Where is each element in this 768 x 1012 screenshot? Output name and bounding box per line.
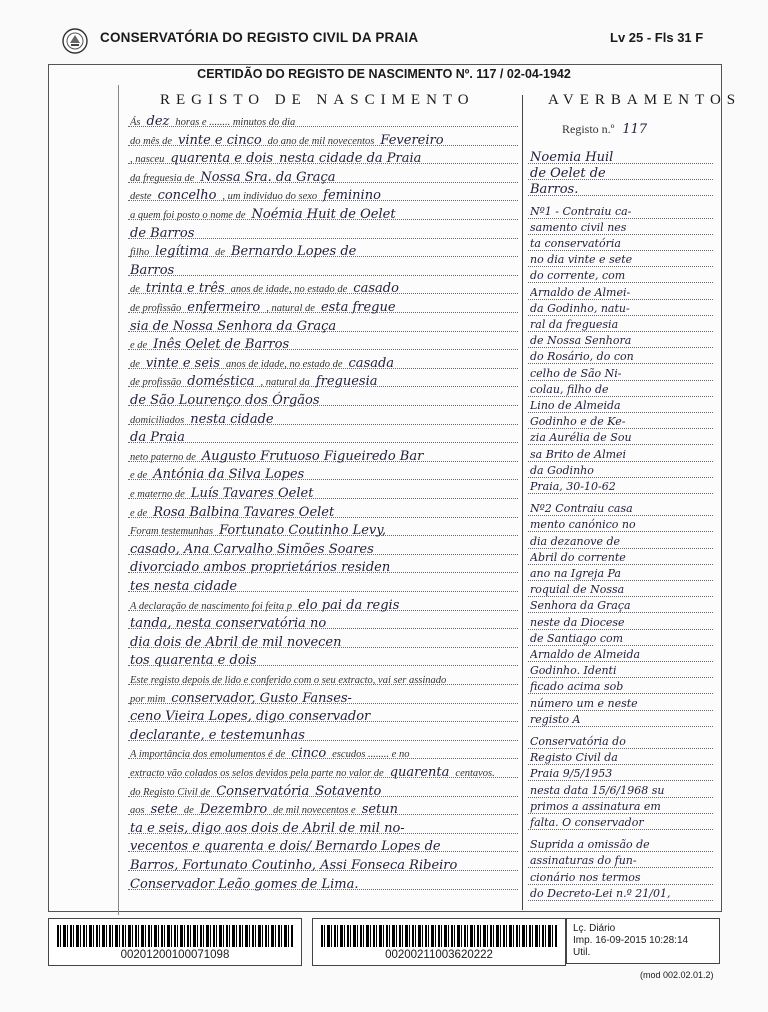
barcode-graphic (321, 925, 557, 947)
printed-label: anos de idade, no estado de (230, 284, 348, 296)
printed-label: de (215, 247, 225, 259)
averbamento-note-1-line: de Nossa Senhora (530, 334, 632, 348)
handwritten-entry: Nossa Sra. da Graça (200, 169, 336, 185)
handwritten-entry: casada (348, 355, 395, 371)
printed-label: domiciliados (130, 414, 185, 426)
ruled-line (528, 548, 713, 549)
printed-label: Este registo depois de lido e conferido com o seu extracto, vai ser assinado (130, 675, 447, 686)
ruled-line (528, 282, 713, 283)
handwritten-entry: quarenta (389, 765, 450, 780)
registo-line (130, 168, 518, 186)
handwritten-entry: tos quarenta e dois (130, 653, 257, 669)
registo-line (130, 763, 518, 781)
handwritten-entry: enfermeiro (187, 300, 261, 315)
column-divider (522, 95, 523, 910)
ruled-line (528, 218, 713, 219)
printed-label: extracto vão colados os selos devidos pela parte no valor de (130, 768, 384, 779)
barcode-graphic (57, 925, 293, 947)
registo-number-row (562, 120, 647, 138)
handwritten-entry: Rosa Balbina Tavares Oelet (153, 504, 335, 520)
handwritten-entry: vinte e seis (145, 355, 220, 371)
averbamento-note-2-line: Senhora da Graça (530, 599, 631, 613)
ruled-line (528, 444, 713, 445)
ruled-line (528, 380, 713, 381)
printed-label: por mim (130, 693, 166, 705)
printed-label: aos (130, 805, 145, 817)
printed-label: anos de idade, no estado de (225, 358, 343, 370)
handwritten-entry: dez (146, 114, 170, 129)
handwritten-entry: da Praia (130, 430, 185, 446)
registo-line (130, 354, 518, 372)
registo-line (130, 484, 518, 502)
coat-of-arms-icon (62, 28, 88, 54)
registo-line (130, 372, 518, 390)
registo-number-value: 117 (622, 122, 648, 137)
averbamento-note-2-line: ano na Igreja Pa (530, 567, 621, 580)
handwritten-entry: freguesia (315, 374, 378, 390)
ruled-line (528, 250, 713, 251)
handwritten-entry: sete (150, 802, 178, 818)
ruled-line (528, 693, 713, 694)
ruled-line (528, 266, 713, 267)
registo-line (130, 447, 518, 465)
averbamentos-heading: AVERBAMENTOS (548, 92, 742, 108)
registo-number-label: Registo n.º (562, 122, 615, 136)
printed-label: da freguesia de (130, 172, 195, 184)
averbamento-note-2-line: mento canónico no (530, 518, 636, 532)
ruled-line (528, 315, 713, 316)
printed-label: e de (130, 470, 148, 482)
handwritten-entry: Conservatória (216, 783, 310, 799)
barcode-number: 00200211003620222 (385, 949, 493, 961)
averbamento-name-line: de Oelet de (530, 166, 606, 182)
ruled-line (528, 477, 713, 478)
printed-label: , um individuo do sexo (222, 191, 318, 203)
averbamento-note-2-line: ficado acima sob (530, 680, 624, 694)
printed-label: de mil novecentos e (273, 805, 356, 817)
averbamento-note-1-line: no dia vinte e sete (530, 253, 633, 267)
handwritten-entry: tanda, nesta conservatória no (130, 616, 327, 632)
ruled-line (528, 580, 713, 581)
handwritten-entry: Sotavento (315, 783, 382, 799)
handwritten-entry: setun (361, 802, 399, 818)
averbamento-note-1-line: colau, filho de (530, 382, 609, 396)
registo-line (130, 726, 518, 744)
ruled-line (528, 710, 713, 711)
ruled-line (528, 596, 713, 597)
averbamento-note-3-line: Registo Civil da (530, 751, 618, 765)
handwritten-entry: de Barros (130, 225, 195, 241)
ruled-line (528, 884, 713, 885)
averbamento-note-1-line: zia Aurélia de Sou (530, 431, 632, 445)
printed-label: filho (130, 247, 150, 259)
handwritten-entry: casado, Ana Carvalho Simões Soares (130, 541, 374, 557)
averbamento-note-1-line: da Godinho (530, 463, 594, 477)
printed-label: deste (130, 191, 152, 203)
registo-line (130, 875, 518, 893)
registo-heading: REGISTO DE NASCIMENTO (160, 92, 475, 108)
registo-line (130, 596, 518, 614)
registo-line (130, 149, 518, 167)
registo-line (130, 317, 518, 335)
handwritten-entry: Antónia da Silva Lopes (153, 467, 305, 483)
registo-line (130, 558, 518, 576)
printed-label: , nasceu (130, 154, 165, 166)
handwritten-entry: divorciado ambos proprietários residen (130, 560, 391, 576)
handwritten-entry: quarenta e dois (170, 151, 274, 167)
averbamento-note-2-line: Godinho. Identi (530, 664, 617, 678)
averbamento-note-1-line: samento civil nes (530, 220, 627, 234)
handwritten-entry: legítima (155, 244, 210, 260)
registo-line (130, 131, 518, 149)
printed-label: do Registo Civil de (130, 786, 211, 798)
printed-label: neto paterno de (130, 451, 196, 463)
averbamento-name-line: Noemia Huil (530, 150, 614, 165)
handwritten-entry: sia de Nossa Senhora da Graça (130, 318, 337, 334)
printed-label: , natural da (260, 377, 310, 389)
ruled-line (528, 612, 713, 613)
averbamento-note-1-line: ral da freguesia (530, 318, 619, 331)
handwritten-entry: declarante, e testemunhas (130, 727, 305, 743)
handwritten-entry: ta e seis, digo aos dois de Abril de mil no- (130, 820, 405, 836)
registo-line (130, 577, 518, 595)
handwritten-entry: nesta cidade (190, 411, 274, 427)
averbamento-note-2-line: dia dezanove de (530, 534, 620, 548)
handwritten-entry: Augusto Frutuoso Figueiredo Bar (201, 448, 424, 464)
registo-line (130, 410, 518, 428)
handwritten-entry: Luís Tavares Oelet (190, 486, 314, 501)
registo-line (130, 689, 518, 707)
handwritten-entry: cinco (291, 746, 327, 762)
printed-label: do ano de mil novecentos (267, 135, 375, 147)
printed-label: Ás (130, 117, 141, 128)
barcode-panel-1 (48, 918, 302, 966)
ruled-line (528, 347, 713, 348)
ruled-line (528, 764, 713, 765)
handwritten-entry: Barros (130, 262, 175, 278)
handwritten-entry: Dezembro (199, 802, 268, 818)
handwritten-entry: Fortunato Coutinho Levy, (219, 523, 387, 539)
registo-line (130, 614, 518, 632)
ruled-line (528, 629, 713, 630)
ruled-line (528, 564, 713, 565)
registo-line (130, 242, 518, 260)
handwritten-entry: vecentos e quarenta e dois/ Bernardo Lopes de (130, 839, 441, 855)
handwritten-entry: Conservador Leão gomes de Lima. (130, 876, 359, 892)
printed-label: de (183, 805, 194, 817)
printed-label: de profissão (130, 303, 182, 314)
printed-label: Foram testemunhas (130, 526, 214, 538)
handwritten-entry: nesta cidade da Praia (279, 151, 422, 167)
registo-line (130, 856, 518, 874)
registo-line (130, 465, 518, 483)
handwritten-entry: vinte e cinco (178, 132, 262, 148)
registo-line (130, 335, 518, 353)
ruled-line (528, 234, 713, 235)
handwritten-entry: feminino (323, 188, 381, 204)
averbamento-note-2-line: Arnaldo de Almeida (530, 648, 641, 661)
ruled-line (528, 829, 713, 830)
handwritten-entry: trinta e três (145, 281, 225, 297)
averbamento-note-2-line: Nº2 Contraiu casa (530, 502, 633, 516)
ruled-line (528, 851, 713, 852)
printed-label: escudos ........ e no (332, 749, 410, 761)
averbamento-note-2-line: roquial de Nossa (530, 583, 625, 597)
averbamento-note-2-line: registo A (530, 712, 581, 726)
handwritten-entry: conservador, Gusto Fanses- (171, 690, 352, 706)
registo-line (130, 186, 518, 204)
averbamento-note-4-line: cionário nos termos (530, 870, 641, 884)
ruled-line (528, 661, 713, 662)
averbamento-note-1-line: Arnaldo de Almei- (530, 285, 631, 299)
averbamento-name-line: Barros. (530, 182, 579, 198)
averbamento-note-4-line: Suprida a omissão de (530, 838, 650, 852)
handwritten-entry: casado (353, 281, 399, 297)
printed-label: horas e ........ minutos do dia (175, 117, 296, 128)
registo-line (130, 670, 518, 688)
ruled-line (528, 780, 713, 781)
user-label: Util. (573, 947, 591, 958)
printed-label: e materno de (130, 489, 185, 500)
averbamento-note-4-line: assinaturas do fun- (530, 854, 637, 868)
ruled-line (528, 797, 713, 798)
averbamento-note-3-line: primos a assinatura em (530, 799, 661, 813)
handwritten-entry: ceno Vieira Lopes, digo conservador (130, 709, 371, 725)
ruled-line (528, 900, 713, 901)
averbamento-note-1-line: da Godinho, natu- (530, 301, 630, 315)
registo-line (130, 279, 518, 297)
ruled-line (528, 428, 713, 429)
registo-line (130, 744, 518, 762)
diary-label: Lç. Diário (573, 923, 616, 934)
printed-label: , natural de (266, 303, 315, 314)
registo-line (130, 112, 518, 130)
ruled-line (528, 412, 713, 413)
ruled-line (528, 867, 713, 868)
averbamento-note-1-line: celho de São Ni- (530, 366, 622, 380)
printed-label: e de (130, 507, 148, 519)
handwritten-entry: concelho (157, 188, 217, 204)
handwritten-entry: Bernardo Lopes de (230, 244, 357, 260)
registo-line (130, 261, 518, 279)
printed-label: de profissão (130, 377, 182, 389)
registo-line (130, 651, 518, 669)
printed-label: a quem foi posto o nome de (130, 210, 246, 221)
ruled-line (528, 726, 713, 727)
averbamento-note-3-line: Praia 9/5/1953 (530, 767, 613, 781)
handwritten-entry: Barros, Fortunato Coutinho, Assi Fonseca Ribeiro (130, 858, 458, 873)
ruled-line (528, 363, 713, 364)
handwritten-entry: elo pai da regis (297, 597, 400, 613)
printed-label: centavos. (455, 768, 495, 779)
averbamento-note-1-line: do Rosário, do con (530, 350, 634, 364)
averbamento-note-1-line: Praia, 30-10-62 (530, 480, 616, 493)
handwritten-entry: dia dois de Abril de mil novecen (130, 634, 342, 650)
handwritten-entry: Inês Oelet de Barros (153, 337, 290, 353)
averbamento-note-2-line: neste da Diocese (530, 615, 625, 629)
registo-line (130, 521, 518, 539)
registo-line (130, 503, 518, 521)
registo-line (130, 391, 518, 409)
handwritten-entry: esta fregue (320, 300, 396, 315)
ruled-line (528, 493, 713, 494)
barcode-panel-2 (312, 918, 566, 966)
averbamento-note-2-line: número um e neste (530, 696, 638, 710)
handwritten-entry: Fevereiro (380, 132, 444, 148)
print-info-panel (566, 918, 720, 964)
handwritten-entry: doméstica (187, 374, 255, 390)
ruled-line (528, 748, 713, 749)
printed-label: A importância dos emolumentos é de (130, 749, 286, 761)
averbamento-note-1-line: Godinho e de Ke- (530, 415, 626, 429)
office-title: CONSERVATÓRIA DO REGISTO CIVIL DA PRAIA (100, 30, 419, 45)
registo-line (130, 633, 518, 651)
averbamento-note-4-line: do Decreto-Lei n.º 21/01, (530, 886, 671, 900)
averbamento-note-1-line: sa Brito de Almei (530, 447, 627, 461)
registo-line (130, 707, 518, 725)
handwritten-entry: Noémia Huit de Oelet (251, 207, 396, 222)
registo-line (130, 800, 518, 818)
registo-line (130, 540, 518, 558)
ruled-line (528, 645, 713, 646)
book-page-ref: Lv 25 - Fls 31 F (610, 30, 704, 45)
registo-line (130, 819, 518, 837)
averbamento-note-3-line: nesta data 15/6/1968 su (530, 783, 665, 797)
handwritten-entry: tes nesta cidade (130, 579, 238, 594)
handwritten-entry: de São Lourenço dos Órgãos (130, 393, 320, 408)
registo-line (130, 782, 518, 800)
ruled-line (528, 677, 713, 678)
printed-label: de (130, 284, 140, 296)
registo-line (130, 224, 518, 242)
registo-line (130, 428, 518, 446)
registo-line (130, 298, 518, 316)
registo-line (130, 837, 518, 855)
ruled-line (528, 396, 713, 397)
registo-line (130, 205, 518, 223)
averbamento-note-1-line: do corrente, com (530, 269, 626, 283)
averbamento-note-1-line: Nº1 - Contraiu ca- (530, 204, 632, 218)
ruled-line (528, 461, 713, 462)
printed-label: do mês de (130, 135, 172, 147)
averbamento-note-1-line: ta conservatória (530, 237, 621, 250)
certificate-title: CERTIDÃO DO REGISTO DE NASCIMENTO Nº. 117 / 02-04-1942 (197, 67, 571, 81)
ruled-line (528, 299, 713, 300)
ruled-line (528, 515, 713, 516)
ruled-line (528, 531, 713, 532)
ruled-line (528, 331, 713, 332)
barcode-number: 00201200100071098 (120, 949, 230, 961)
printed-label: A declaração de nascimento foi feita p (130, 600, 292, 612)
printed-label: e de (130, 340, 148, 352)
print-timestamp: Imp. 16-09-2015 10:28:14 (573, 935, 689, 946)
averbamento-note-3-line: Conservatória do (530, 735, 626, 748)
averbamento-note-2-line: Abril do corrente (530, 550, 626, 564)
ruled-line (528, 813, 713, 814)
form-model-code: (mod 002.02.01.2) (640, 970, 714, 980)
printed-label: de (130, 358, 140, 370)
averbamento-note-2-line: de Santiago com (530, 631, 624, 645)
averbamento-note-3-line: falta. O conservador (530, 816, 644, 829)
averbamento-note-1-line: Lino de Almeida (530, 399, 621, 412)
